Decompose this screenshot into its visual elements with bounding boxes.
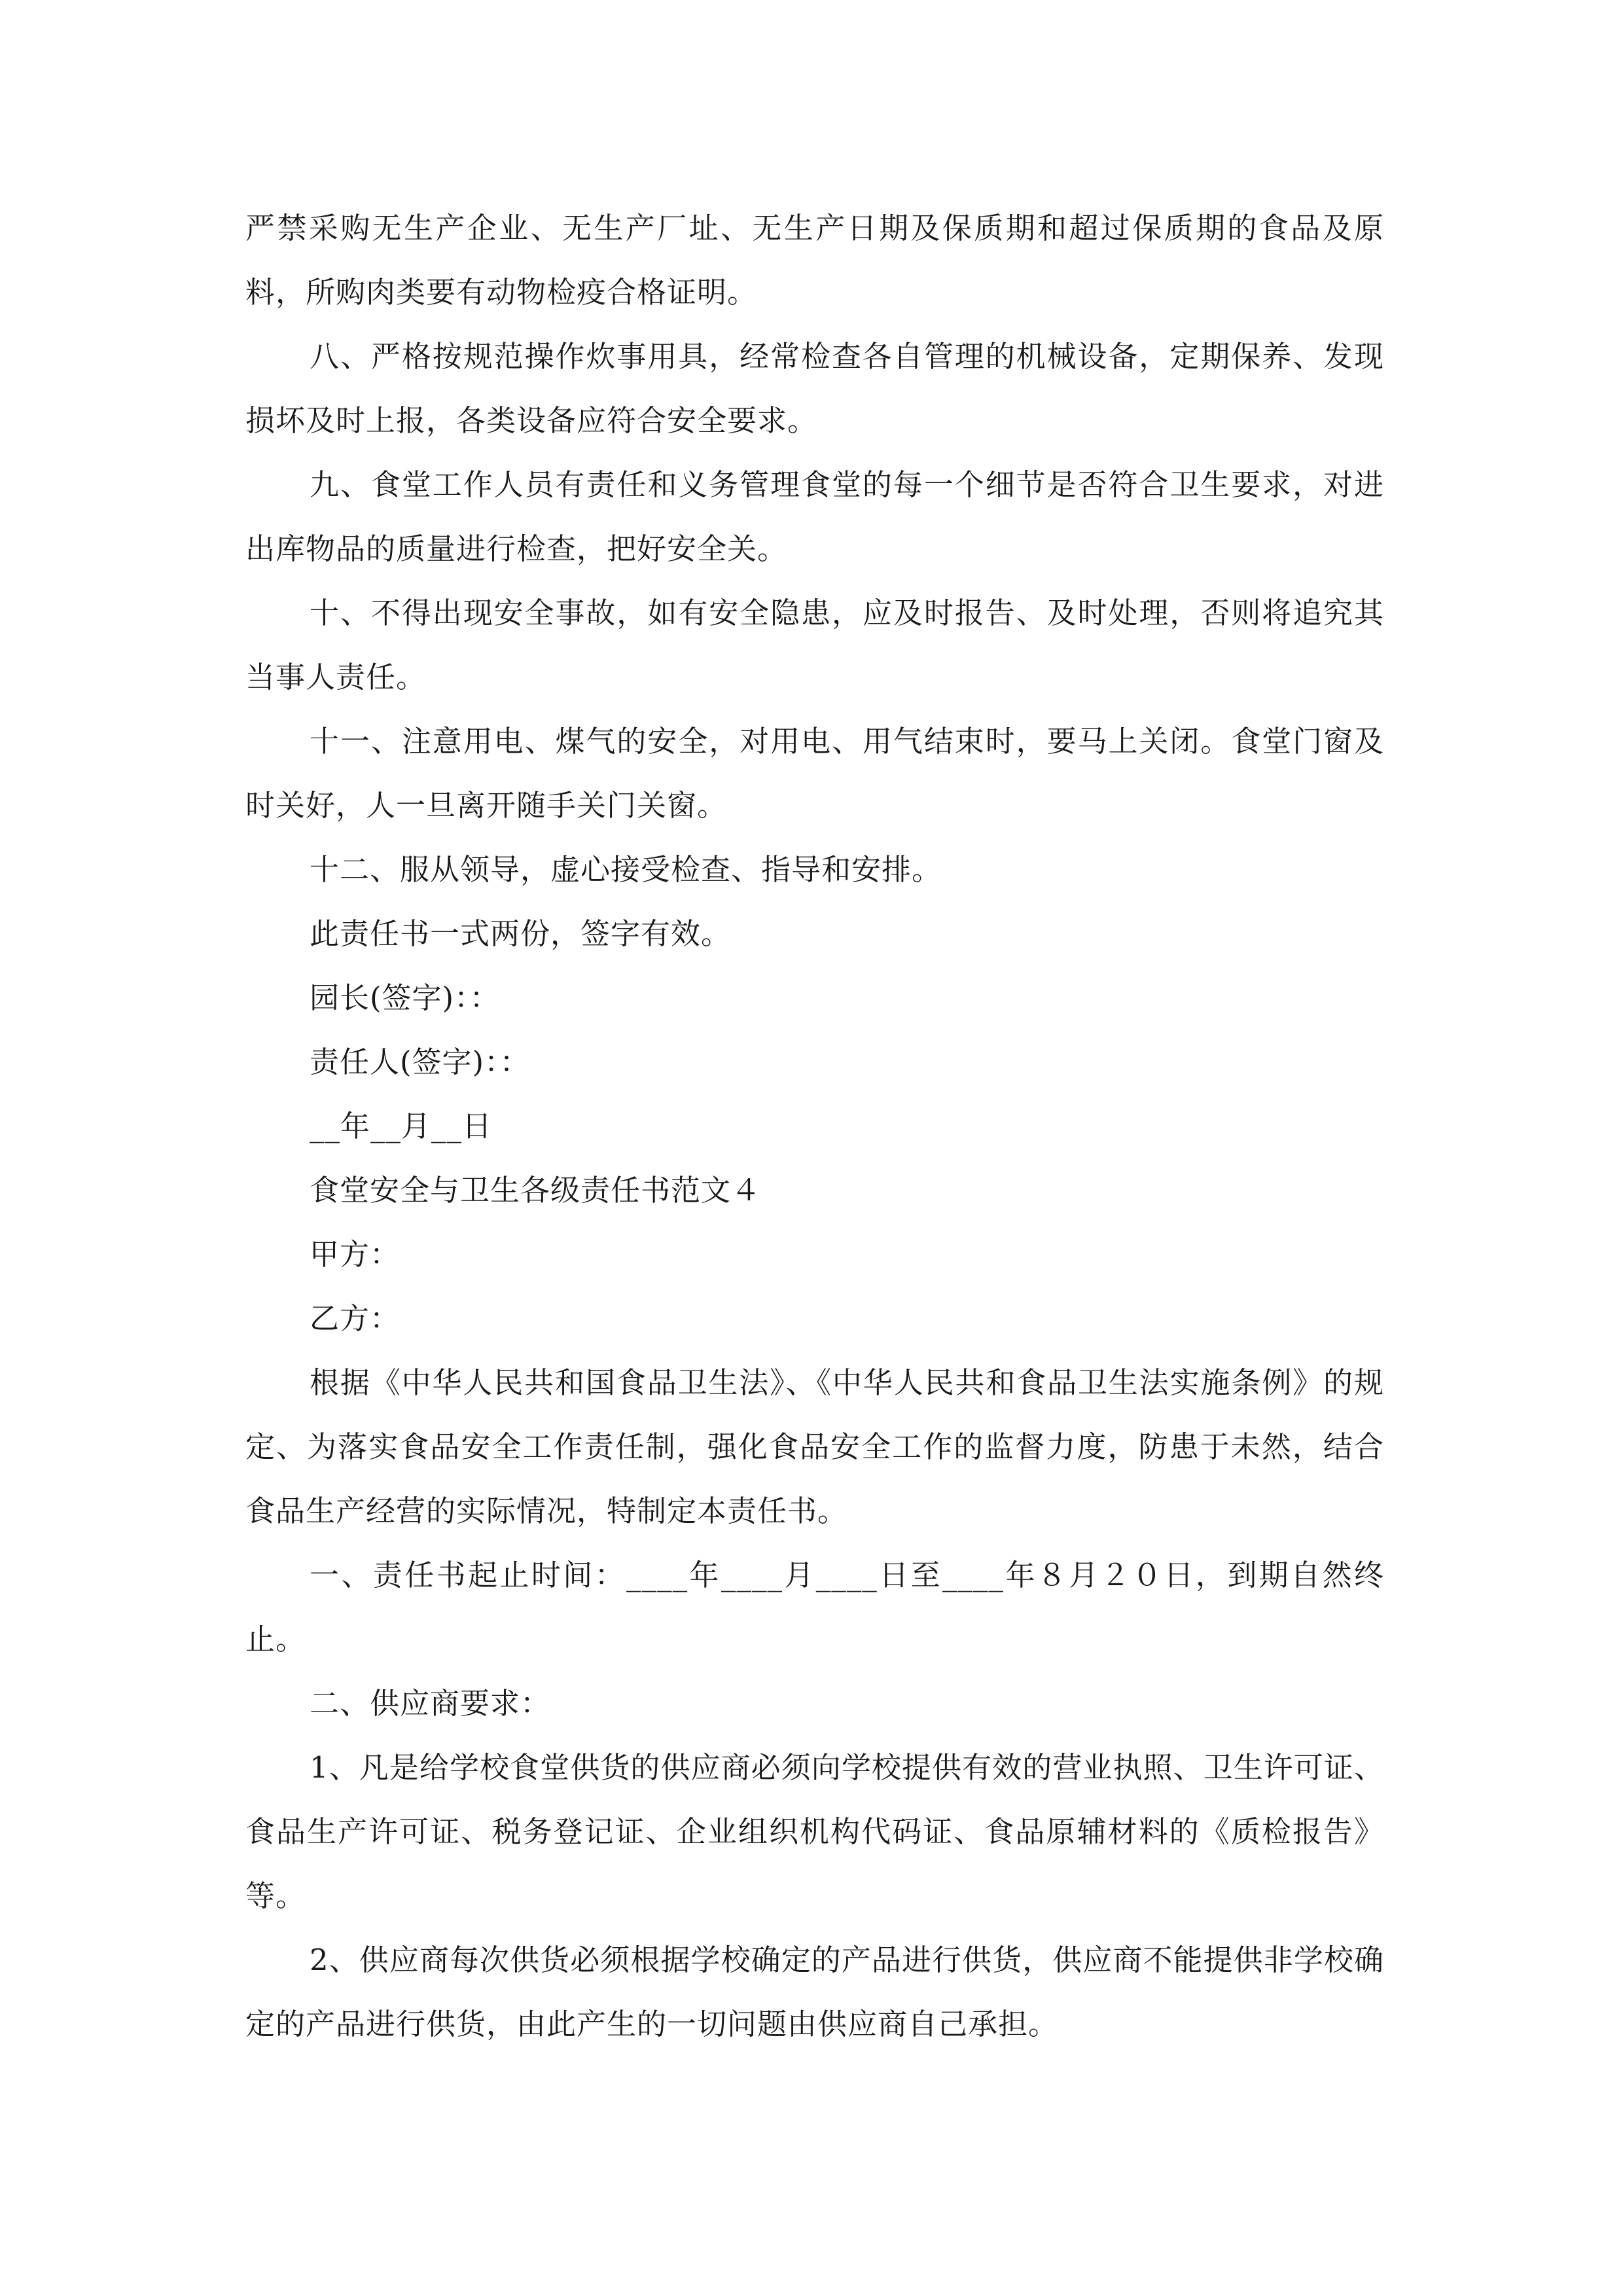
responsible-person-signature-line: 责任人(签字)：： — [310, 1045, 530, 1079]
supplier-requirements-heading: 二、供应商要求： — [310, 1686, 551, 1721]
preamble-paragraph: 根据《中华人民共和国食品卫生法》、《中华人民共和食品卫生法实施条例》的规定、为落实食品安全工作责任制，强化食品安全工作的监督力度，防患于未然，结合食品生产经营的实际情况，特制定本责任书。 — [245, 1365, 1384, 1528]
clause-9: 九、食堂工作人员有责任和义务管理食堂的每一个细节是否符合卫生要求，对进出库物品的质量进行检查，把好安全关。 — [245, 467, 1384, 566]
copies-note: 此责任书一式两份，签字有效。 — [310, 916, 732, 951]
term-clause: 一、责任书起止时间：____年____月____日至____年８月２０日，到期自然终止。 — [245, 1558, 1384, 1657]
document-body — [245, 196, 1384, 2056]
clause-11: 十一、注意用电、煤气的安全，对用电、用气结束时，要马上关闭。食堂门窗及时关好，人一旦离开随手关门关窗。 — [245, 724, 1384, 823]
party-a-line: 甲方： — [310, 1237, 401, 1272]
paragraph-continuation: 严禁采购无生产企业、无生产厂址、无生产日期及保质期和超过保质期的食品及原料，所购肉类要有动物检疫合格证明。 — [245, 211, 1384, 310]
principal-signature-line: 园长(签字)：： — [310, 980, 500, 1015]
supplier-requirement-2: 2、供应商每次供货必须根据学校确定的产品进行供货，供应商不能提供非学校确定的产品进行供货，由此产生的一切问题由供应商自己承担。 — [245, 1943, 1384, 2041]
date-line: __年__月__日 — [310, 1109, 493, 1143]
clause-10: 十、不得出现安全事故，如有安全隐患，应及时报告、及时处理，否则将追究其当事人责任。 — [245, 596, 1384, 694]
clause-8: 八、严格按规范操作炊事用具，经常检查各自管理的机械设备，定期保养、发现损坏及时上报，各类设备应符合安全要求。 — [245, 339, 1384, 438]
section-title: 食堂安全与卫生各级责任书范文４ — [310, 1173, 762, 1208]
party-b-line: 乙方： — [310, 1301, 401, 1336]
clause-12: 十二、服从领导，虚心接受检查、指导和安排。 — [310, 852, 942, 887]
supplier-requirement-1: 1、凡是给学校食堂供货的供应商必须向学校提供有效的营业执照、卫生许可证、食品生产许可证、税务登记证、企业组织机构代码证、食品原辅材料的《质检报告》等。 — [245, 1750, 1384, 1913]
